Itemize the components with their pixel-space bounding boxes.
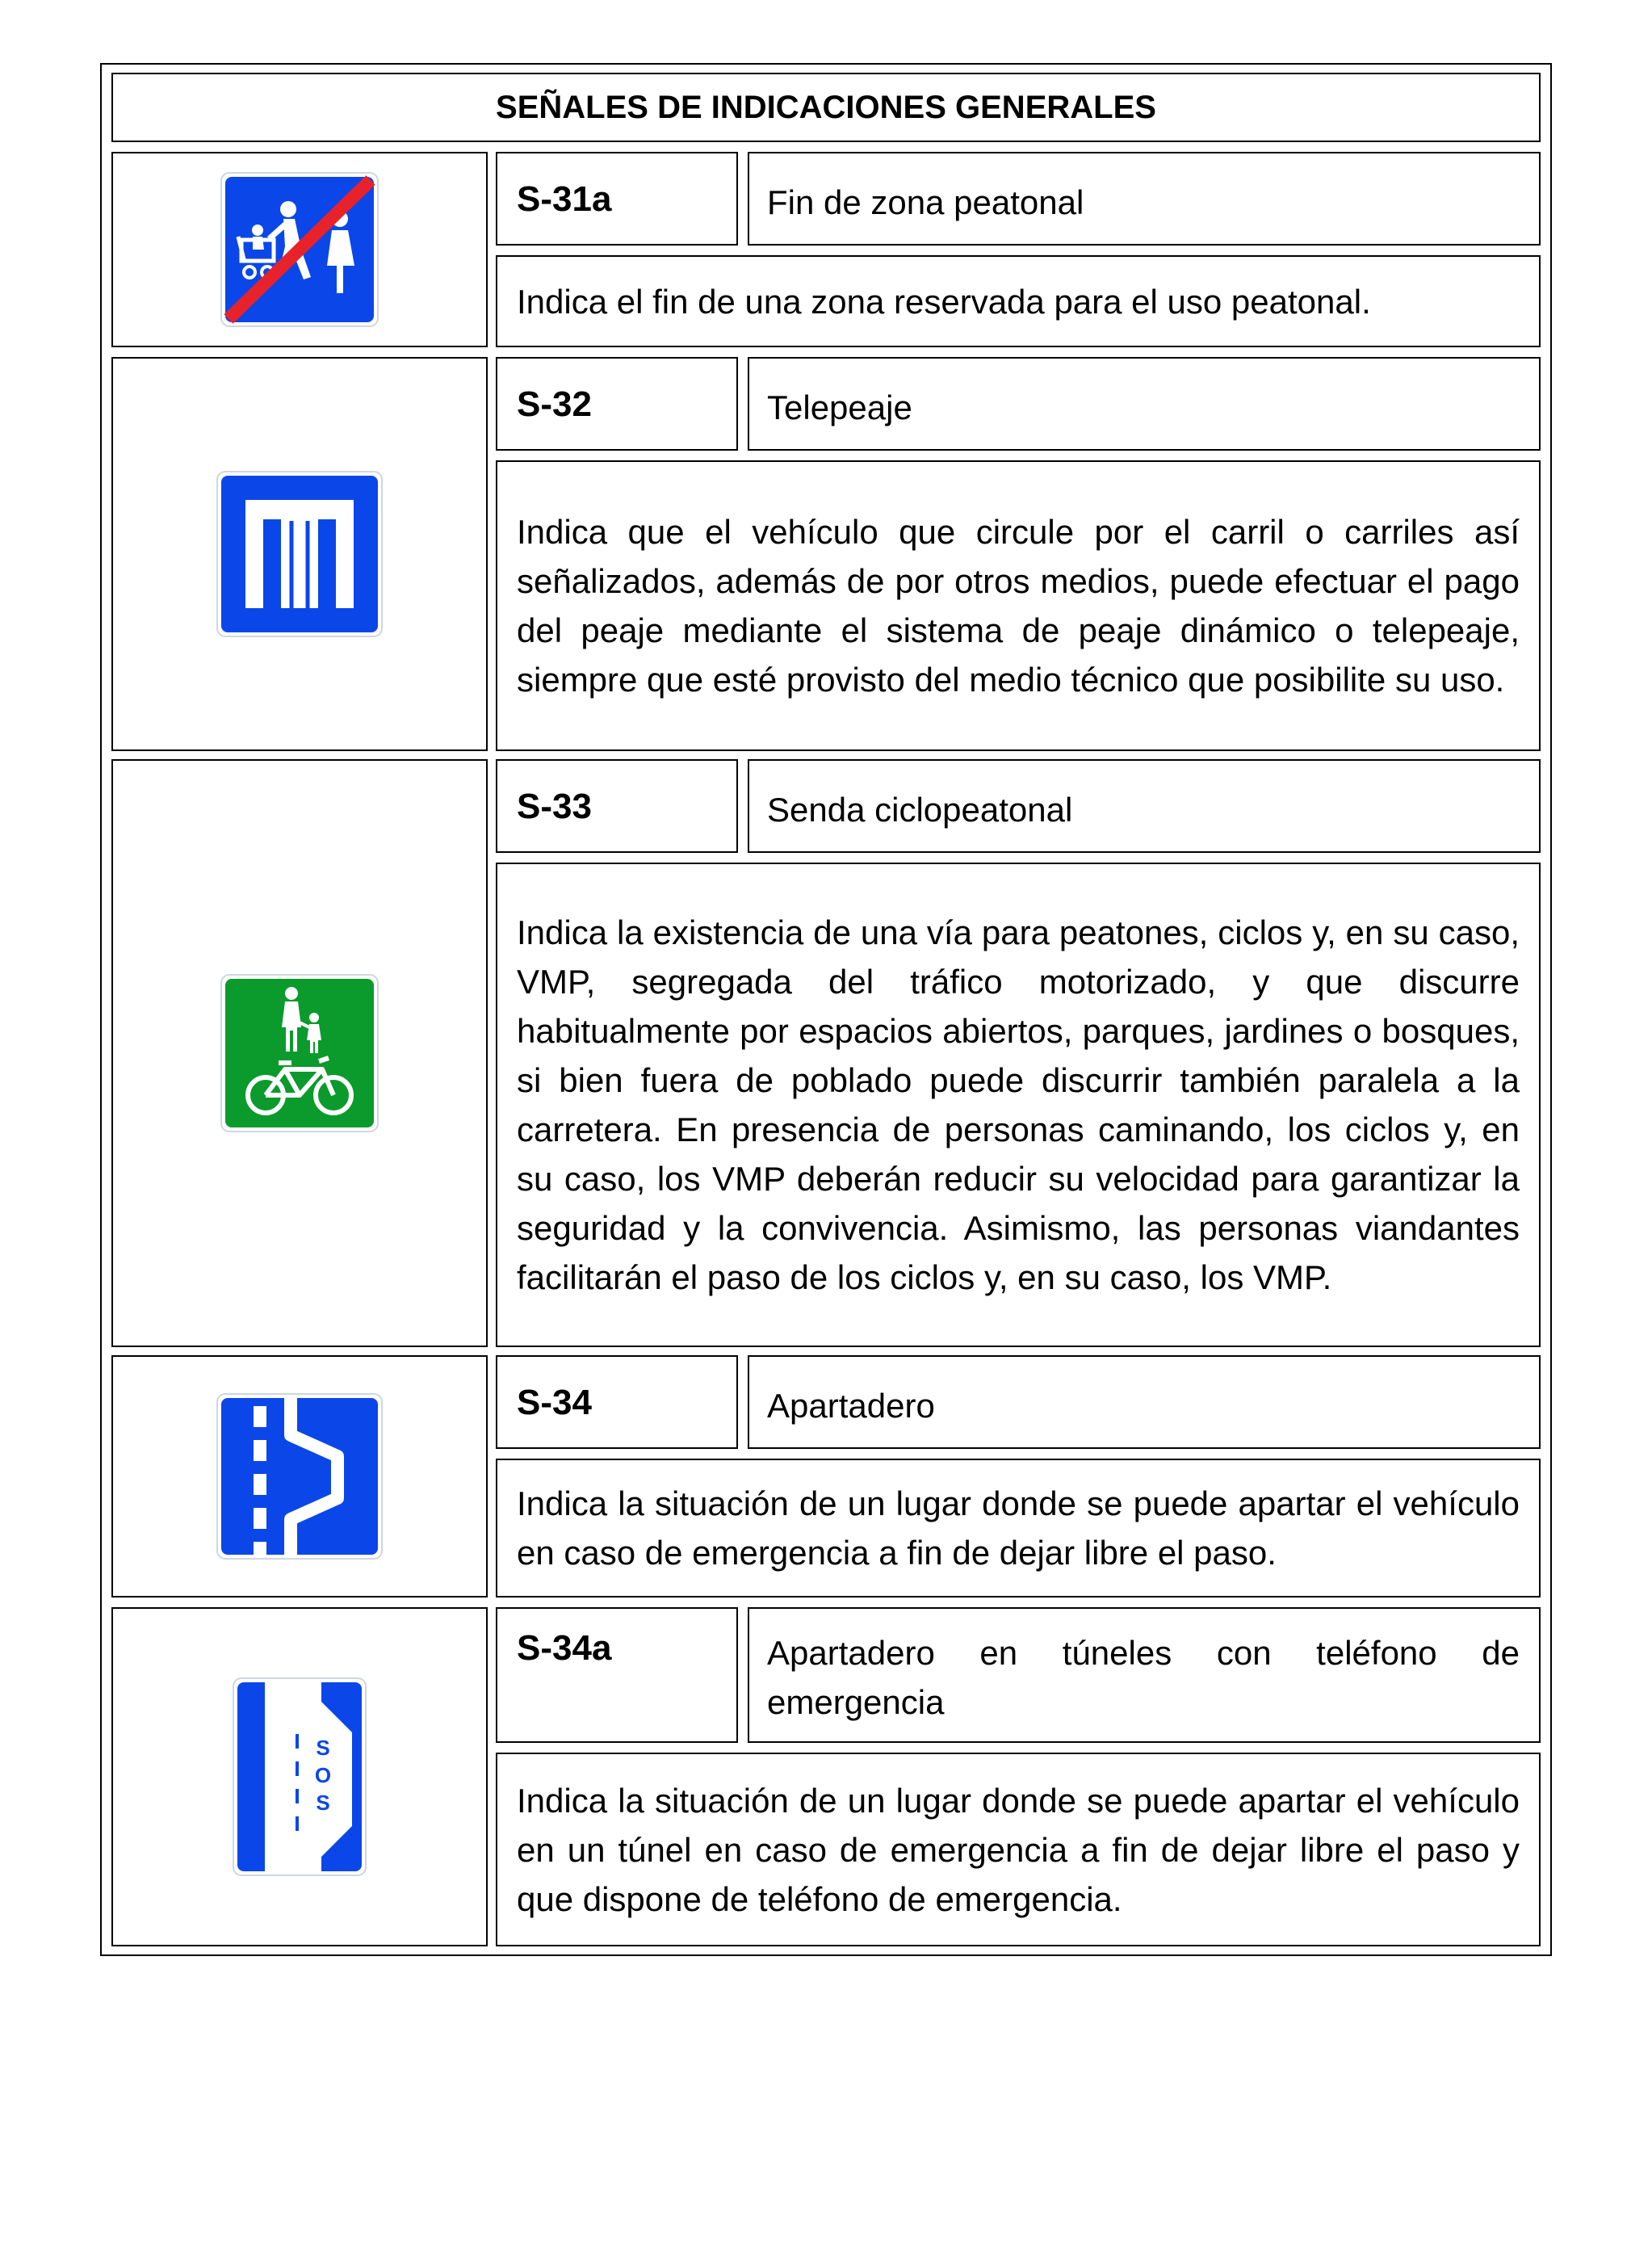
sign-description: Indica la existencia de una vía para peatones, ciclos y, en su caso, VMP, segregada del tráfico motorizado, y que discurre habitualmente por espacios abiertos, parques, jardines o bosques, si bien fuera de poblado puede discurrir también paralela a la carretera. En presencia de personas caminando, los ciclos y, en su caso, los VMP deberán reducir su velocidad para garantizar la seguridad y la convivencia. Asimismo, las personas viandantes facilitarán el paso de los ciclos y, en su caso, los VMP.	[496, 863, 1541, 1347]
sign-description: Indica la situación de un lugar donde se puede apartar el vehículo en caso de emergencia a fin de dejar libre el paso.	[496, 1459, 1541, 1598]
sign-name: Telepeaje	[748, 357, 1541, 451]
sign-code: S-34a	[496, 1607, 738, 1743]
sign-description: Indica que el vehículo que circule por el carril o carriles así señalizados, además de por otros medios, puede efectuar el pago del peaje mediante el sistema de peaje dinámico o telepeaje, siempre que esté provisto del medio técnico que posibilite su uso.	[496, 460, 1541, 751]
sign-code: S-34	[496, 1355, 738, 1449]
table-title: SEÑALES DE INDICACIONES GENERALES	[111, 73, 1541, 142]
sign-description: Indica la situación de un lugar donde se puede apartar el vehículo en un túnel en caso de emergencia a fin de dejar libre el paso y que dispone de teléfono de emergencia.	[496, 1753, 1541, 1946]
sign-code: S-32	[496, 357, 738, 451]
sign-description: Indica el fin de una zona reservada para el uso peatonal.	[496, 255, 1541, 347]
sign-name: Apartadero en túneles con teléfono de emergencia	[748, 1607, 1541, 1743]
sign-name: Apartadero	[748, 1355, 1541, 1449]
sign-code: S-31a	[496, 152, 738, 246]
sign-image-cell	[111, 1607, 488, 1946]
cycle-pedestrian-path-icon	[220, 974, 379, 1132]
svg-text:S: S	[316, 1791, 330, 1815]
sign-image-cell	[111, 1355, 488, 1598]
svg-text:O: O	[314, 1763, 332, 1787]
sign-name: Fin de zona peatonal	[748, 152, 1541, 246]
sign-image-cell	[111, 152, 488, 347]
tunnel-lay-by-sos-icon	[233, 1677, 367, 1876]
lay-by-icon	[216, 1393, 383, 1560]
sign-name: Senda ciclopeatonal	[748, 759, 1541, 853]
sign-code: S-33	[496, 759, 738, 853]
end-pedestrian-zone-icon	[220, 172, 379, 327]
electronic-toll-icon	[216, 471, 383, 637]
sign-image-cell	[111, 759, 488, 1347]
svg-text:S: S	[316, 1736, 330, 1760]
sign-image-cell	[111, 357, 488, 751]
